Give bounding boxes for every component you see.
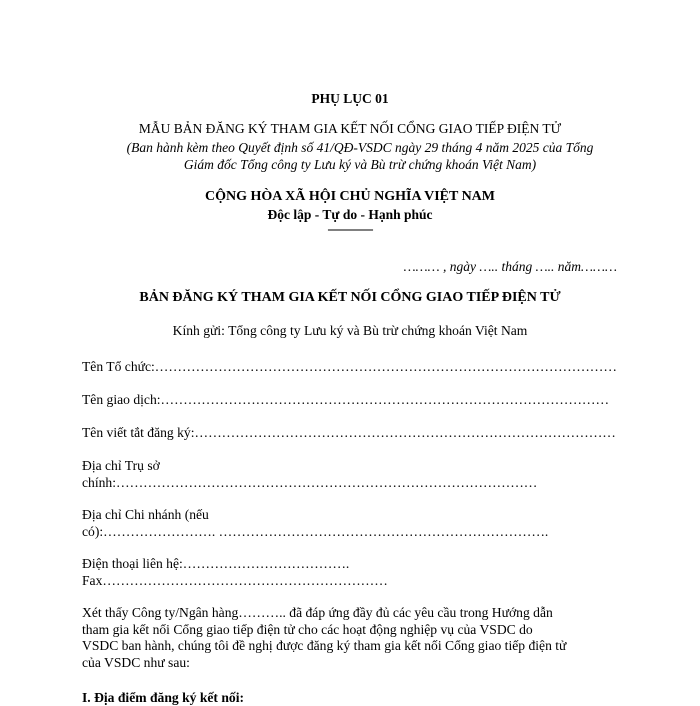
request-paragraph [82,605,622,671]
request-paragraph-line-2: tham gia kết nối Cổng giao tiếp điện tử cho các hoạt động nghiệp vụ của VSDC do [82,621,533,637]
appendix-title: PHỤ LỤC 01 [311,91,389,106]
request-paragraph-line-3: VSDC ban hành, chúng tôi đề nghị được đăng ký tham gia kết nối Cổng giao tiếp điện tử [82,638,567,653]
addressee-line: Kính gửi: Tổng công ty Lưu ký và Bù trừ chứng khoán Việt Nam [172,323,528,338]
request-paragraph-line-4: của VSDC như sau: [82,654,190,670]
motto-underline: --------------- [327,222,373,236]
trade-name-field: Tên giao dịch:……………………………………………………………………………………… [82,392,610,407]
fax-field: Fax……………………………………………………… [82,573,388,588]
date-line: ……… , ngày ….. tháng ….. năm……… [403,259,617,274]
branch-address-label: Địa chỉ Chi nhánh (nếu [82,507,209,522]
section-heading: I. Địa điểm đăng ký kết nối: [82,690,245,705]
decision-note-line-2: Giám đốc Tổng công ty Lưu ký và Bù trừ chứng khoán Việt Nam) [183,157,537,172]
branch-address-field: có):……………………. ………………………………………………………………. [82,524,549,539]
decision-note [80,139,640,173]
org-name-field: Tên Tổ chức:………………………………………………………………………………………… [82,359,617,374]
abbreviation-field: Tên viết tắt đăng ký:………………………………………………………………………………… [82,425,616,440]
national-motto: Độc lập - Tự do - Hạnh phúc [267,207,433,222]
hq-address-label: Địa chỉ Trụ sở [82,458,160,473]
document-title: BẢN ĐĂNG KÝ THAM GIA KẾT NỐI CỔNG GIAO TIẾP ĐIỆN TỬ [139,290,561,305]
national-title: CỘNG HÒA XÃ HỘI CHỦ NGHĨA VIỆT NAM [204,189,495,204]
phone-field: Điện thoại liên hệ:………………………………. [82,556,350,571]
form-heading: MẪU BẢN ĐĂNG KÝ THAM GIA KẾT NỐI CỔNG GIAO TIẾP ĐIỆN TỬ [138,121,562,136]
request-paragraph-line-1: Xét thấy Công ty/Ngân hàng……….. đã đáp ứng đầy đủ các yêu cầu trong Hướng dẫn [82,605,553,620]
hq-address-field: chính:………………………………………………………………………………… [82,475,538,490]
decision-note-line-1: (Ban hành kèm theo Quyết định số 41/QĐ-VSDC ngày 29 tháng 4 năm 2025 của Tổng [126,140,594,155]
